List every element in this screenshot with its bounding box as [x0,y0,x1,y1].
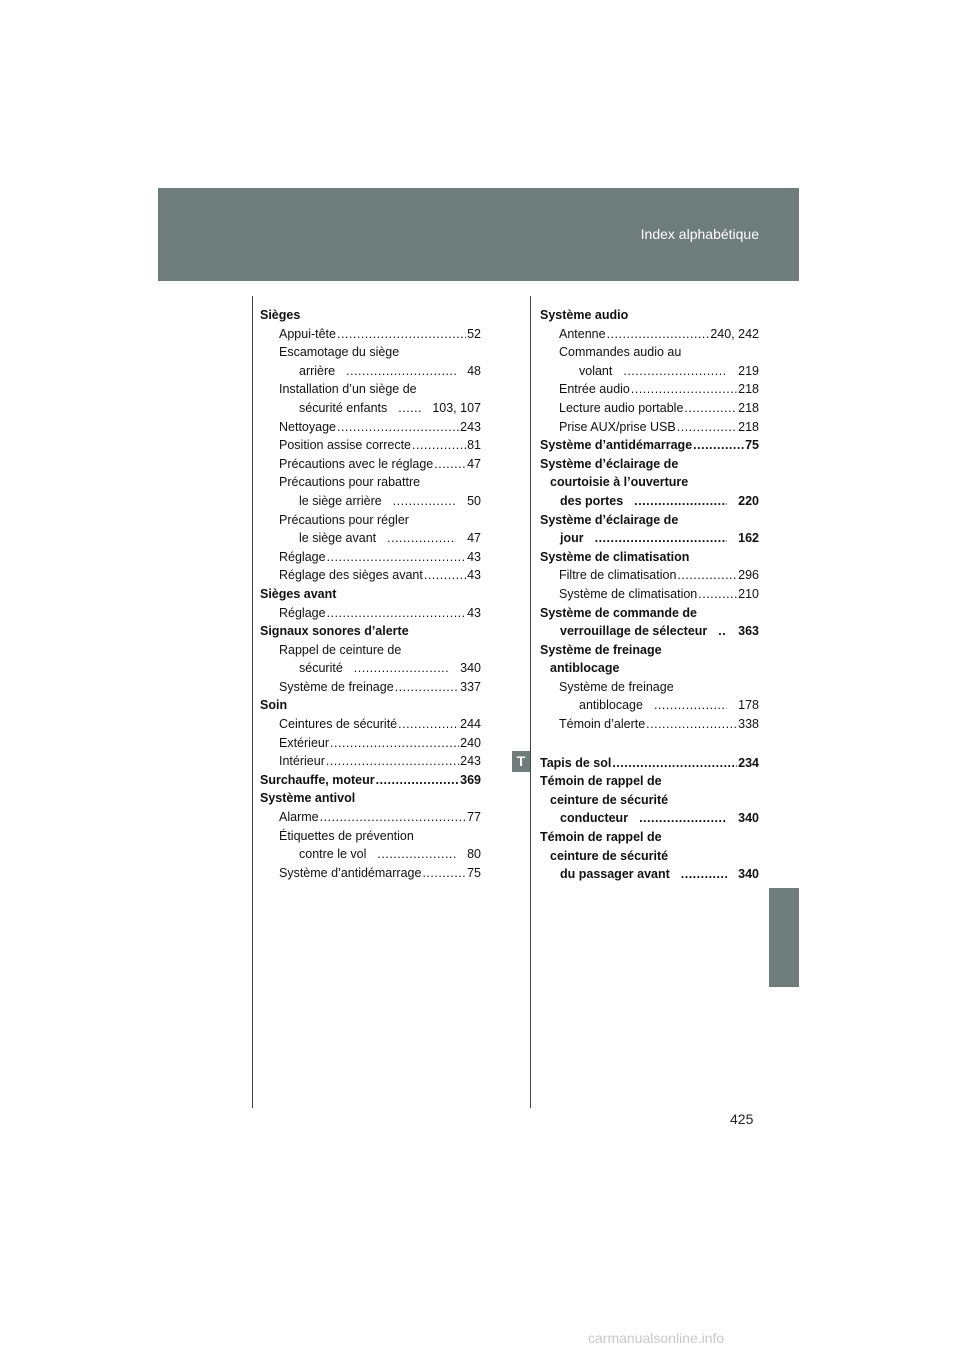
entry-text: Système d’éclairage de [540,512,679,527]
entry-text: le siège arrière [299,493,382,508]
page-reference: 363 [738,624,759,639]
index-heading [260,585,481,604]
entry-text: Précautions pour régler [279,512,409,527]
page-reference: 75 [467,865,481,880]
page-reference: 369 [460,772,481,787]
index-subentry [260,566,481,585]
index-subentry [260,436,481,455]
entry-text: sécurité enfants [299,400,388,415]
entry-text: Témoin de rappel de [540,830,662,845]
entry-text: antiblocage [550,661,620,676]
index-heading [260,306,481,325]
dot-leader [424,566,466,585]
index-subentry [260,511,481,548]
entry-text: Surchauffe, moteur [260,772,375,787]
entry-text: courtoisie à l’ouverture [550,475,689,490]
page-reference: 43 [467,568,481,583]
index-heading [540,772,759,828]
page-reference: 219 [738,363,759,378]
watermark: carmanualsonline.info [588,1330,725,1346]
entry-text: Réglage des sièges avant [279,568,423,583]
entry-text: Sièges avant [260,586,337,601]
index-heading [540,604,759,641]
entry-text: Précautions avec le réglage [279,456,434,471]
index-heading [540,455,759,511]
page-reference: 47 [467,531,481,546]
dot-leader [377,529,456,548]
entry-text: Nettoyage [279,419,336,434]
entry-text: Rappel de ceinture de [279,642,402,657]
page-reference: 43 [467,605,481,620]
entry-text: Témoin de rappel de [540,774,662,789]
entry-text: Témoin d’alerte [559,717,646,732]
page-reference: 296 [738,568,759,583]
index-subentry [540,343,759,380]
dot-leader [388,399,421,418]
dot-leader [629,809,727,828]
right-column-rule [530,296,531,1108]
entry-text: jour [560,531,584,546]
dot-leader [395,678,459,697]
index-heading [540,306,759,325]
entry-text: Système antivol [260,791,356,806]
page-reference: 43 [467,549,481,564]
dot-leader [646,715,737,734]
entry-text: le siège avant [299,531,377,546]
page-reference: 75 [745,438,759,453]
dot-leader [671,865,727,884]
index-subentry [540,585,759,604]
entry-text: Système d’éclairage de [540,456,679,471]
entry-text: Système d’antidémarrage [279,865,422,880]
entry-text: Position assise correcte [279,438,412,453]
index-heading [540,436,759,455]
page-reference: 162 [738,531,759,546]
page-reference: 218 [738,382,759,397]
dot-leader [383,492,456,511]
entry-text: Système de climatisation [559,586,698,601]
entry-text: Prise AUX/prise USB [559,419,676,434]
entry-text: ceinture de sécurité [550,848,669,863]
entry-text: antiblocage [579,698,643,713]
entry-text: Filtre de climatisation [559,568,677,583]
index-subentry [540,399,759,418]
section-gap [540,734,759,754]
index-subentry [260,604,481,623]
page-reference: 240, 242 [710,326,759,341]
dot-leader [337,418,459,437]
entry-text: Signaux sonores d’alerte [260,624,409,639]
page-reference: 234 [738,755,759,770]
index-subentry [540,566,759,585]
entry-text: Installation d’un siège de [279,382,417,397]
entry-text: Commandes audio au [559,345,682,360]
page-reference: 52 [467,326,481,341]
page-reference: 48 [467,363,481,378]
header-band [158,188,799,281]
index-subentry [260,343,481,380]
page-reference: 218 [738,419,759,434]
page-reference: 218 [738,400,759,415]
index-subentry [260,808,481,827]
index-subentry [260,455,481,474]
dot-leader [412,436,466,455]
dot-leader [376,771,460,790]
dot-leader [693,436,744,455]
dot-leader [585,529,728,548]
dot-leader [327,604,467,623]
entry-text: Sièges [260,308,301,322]
index-heading [260,771,481,790]
page-reference: 243 [460,419,481,434]
dot-leader [344,659,449,678]
dot-leader [326,752,459,771]
dot-leader [330,734,459,753]
entry-text: contre le vol [299,847,367,862]
dot-leader [677,418,737,437]
index-subentry [260,548,481,567]
entry-text: Alarme [279,810,319,825]
index-subentry [260,678,481,697]
index-subentry [260,418,481,437]
entry-text: Réglage [279,549,326,564]
index-heading [540,641,759,678]
dot-leader [698,585,737,604]
entry-text: Système de climatisation [540,549,690,564]
index-column-left [260,306,481,882]
index-subentry [540,715,759,734]
entry-text: sécurité [299,661,343,676]
index-heading [540,828,759,884]
dot-leader [320,808,467,827]
index-subentry [260,325,481,344]
entry-text: Ceintures de sécurité [279,717,398,732]
page-reference: 340 [738,811,759,826]
dot-leader [327,548,467,567]
page-reference: 103, 107 [432,400,481,415]
entry-text: Système de freinage [540,642,662,657]
index-subentry [540,380,759,399]
entry-text: Entrée audio [559,382,630,397]
dot-leader [631,380,737,399]
index-subentry [260,827,481,864]
index-subentry [260,641,481,678]
dot-leader [644,696,727,715]
page-reference: 77 [467,810,481,825]
index-subentry [540,678,759,715]
entry-text: Système de freinage [559,679,674,694]
section-side-tab [769,888,799,987]
index-subentry [260,715,481,734]
dot-leader [684,399,737,418]
entry-text: Soin [260,698,288,713]
entry-text: du passager avant [560,867,670,882]
dot-leader [624,492,727,511]
entry-text: Système d’antidémarrage [540,438,693,453]
dot-leader [612,754,737,773]
dot-leader [708,622,727,641]
entry-text: Précautions pour rabattre [279,475,421,490]
entry-text: des portes [560,493,624,508]
entry-text: ceinture de sécurité [550,792,669,807]
page-reference: 81 [467,438,481,453]
index-subentry [260,864,481,883]
page-reference: 240 [460,735,481,750]
entry-text: volant [579,363,613,378]
dot-leader [677,566,737,585]
entry-text: Extérieur [279,735,330,750]
index-subentry [540,325,759,344]
index-heading [260,789,481,808]
page-reference: 50 [467,493,481,508]
index-subentry [540,418,759,437]
index-heading [540,754,759,773]
entry-text: verrouillage de sélecteur [560,624,708,639]
entry-text: Système de commande de [540,605,698,620]
dot-leader [422,864,466,883]
page-reference: 244 [460,717,481,732]
entry-text: Antenne [559,326,606,341]
entry-text: Escamotage du siège [279,345,400,360]
index-column-right [540,306,759,884]
page-reference: 243 [460,754,481,769]
dot-leader [337,325,466,344]
page-reference: 178 [738,698,759,713]
dot-leader [613,362,727,381]
dot-leader [607,325,710,344]
index-subentry [260,734,481,753]
index-subentry [260,473,481,510]
index-subentry [260,380,481,417]
index-heading [540,511,759,548]
index-subentry [260,752,481,771]
page-reference: 220 [738,493,759,508]
dot-leader [434,455,466,474]
page-number: 425 [730,1111,754,1127]
page-title: Index alphabétique [640,226,759,242]
page-reference: 210 [738,586,759,601]
page-reference: 337 [460,679,481,694]
entry-text: Système de freinage [279,679,394,694]
page-reference: 340 [738,867,759,882]
page-reference: 47 [467,456,481,471]
index-heading [260,696,481,715]
entry-text: Réglage [279,605,326,620]
entry-text: Système audio [540,308,629,322]
index-heading [260,622,481,641]
dot-leader [336,362,456,381]
index-heading [540,548,759,567]
entry-text: conducteur [560,811,629,826]
entry-text: arrière [299,363,336,378]
entry-text: Appui-tête [279,326,336,341]
page-reference: 340 [460,661,481,676]
section-letter-tab: T [512,751,530,772]
dot-leader [367,845,456,864]
left-column-rule [252,296,253,1108]
page-reference: 338 [738,717,759,732]
entry-text: Lecture audio portable [559,400,684,415]
dot-leader [398,715,459,734]
page-reference: 80 [467,847,481,862]
entry-text: Étiquettes de prévention [279,828,414,843]
entry-text: Intérieur [279,754,325,769]
entry-text: Tapis de sol [540,755,612,770]
